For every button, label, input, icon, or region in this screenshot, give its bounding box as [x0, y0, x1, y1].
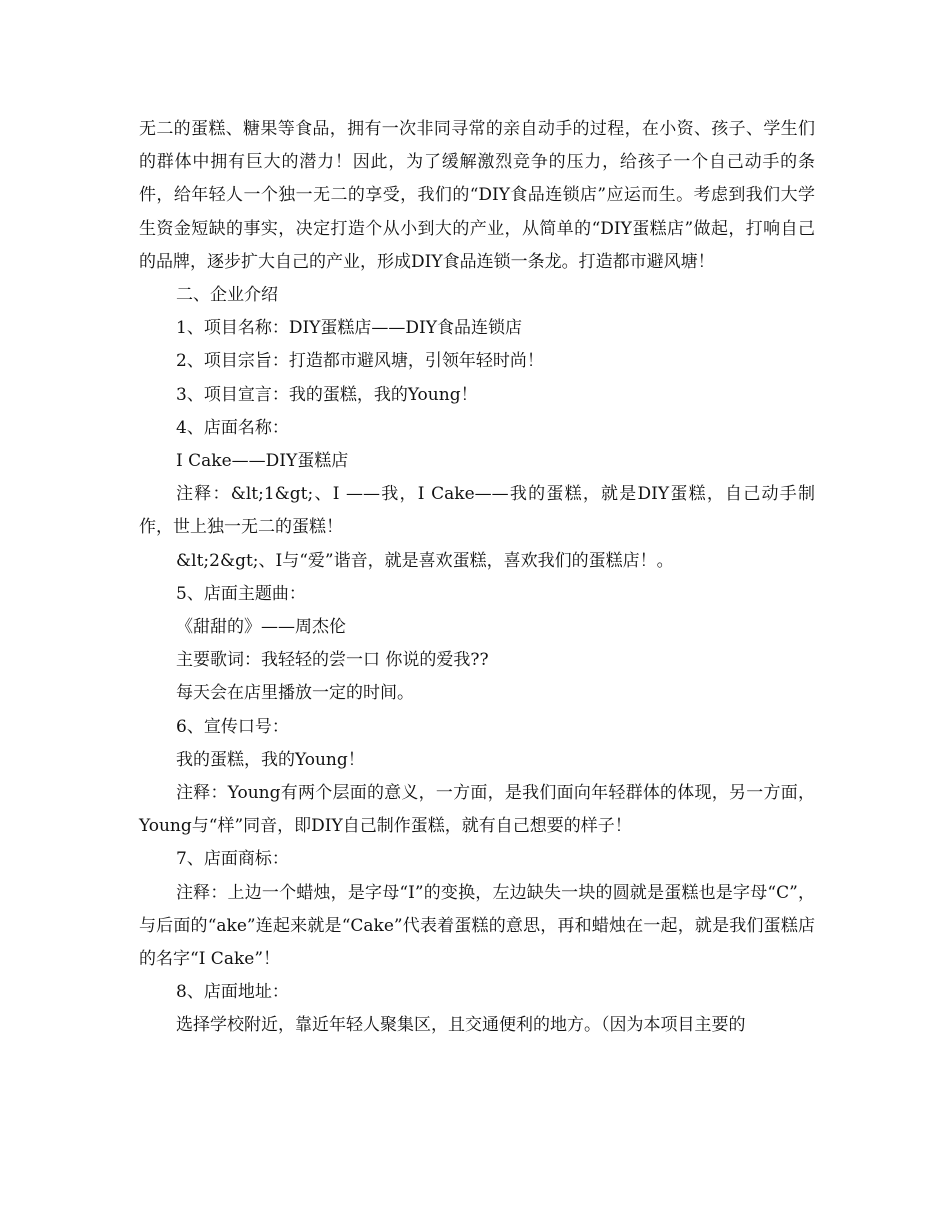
theme-song-lyrics: 主要歌词：我轻轻的尝一口 你说的爱我??	[176, 650, 489, 671]
note-store-name-1: 注释：&lt;1&gt;、I ——我，I Cake——我的蛋糕，就是DIY蛋糕，自己动手制作，世上独一无二的蛋糕！	[139, 484, 815, 538]
item-project-purpose: 2、项目宗旨：打造都市避风塘，引领年轻时尚！	[176, 351, 544, 372]
slogan-text: 我的蛋糕，我的Young！	[176, 749, 365, 770]
item-project-slogan: 3、项目宣言：我的蛋糕，我的Young！	[176, 384, 478, 405]
theme-song-note: 每天会在店里播放一定的时间。	[176, 683, 414, 704]
theme-song-title: 《甜甜的》——周杰伦	[176, 617, 346, 638]
item-slogan-heading: 6、宣传口号：	[176, 716, 289, 737]
document-body	[139, 113, 815, 1043]
item-address-heading: 8、店面地址：	[176, 982, 289, 1003]
paragraph-intro: 无二的蛋糕、糖果等食品，拥有一次非同寻常的亲自动手的过程，在小资、孩子、学生们的群体中拥有巨大的潜力！因此，为了缓解激烈竞争的压力，给孩子一个自己动手的条件，给年轻人一个独一无二的享受，我们的“DIY食品连锁店”应运而生。考虑到我们大学生资金短缺的事实，决定打造个从小到大的产业，从简单的“DIY蛋糕店”做起，打响自己的品牌，逐步扩大自己的产业，形成DIY食品连锁一条龙。打造都市避风塘！	[139, 119, 815, 272]
address-text: 选择学校附近，靠近年轻人聚集区，且交通便利的地方。（因为本项目主要的	[176, 1015, 746, 1036]
section-heading-company-intro: 二、企业介绍	[176, 285, 278, 306]
item-trademark-heading: 7、店面商标：	[176, 849, 289, 870]
note-slogan: 注释：Young有两个层面的意义，一方面，是我们面向年轻群体的体现，另一方面，Young与“样”同音，即DIY自己制作蛋糕，就有自己想要的样子！	[139, 783, 815, 837]
note-trademark: 注释：上边一个蜡烛，是字母“I”的变换，左边缺失一块的圆就是蛋糕也是字母“C”，与后面的“ake”连起来就是“Cake”代表着蛋糕的意思，再和蜡烛在一起，就是我们蛋糕店的名字“I Cake”！	[139, 882, 815, 970]
item-store-name-heading: 4、店面名称：	[176, 417, 289, 438]
note-store-name-2: &lt;2&gt;、I与“爱”谐音，就是喜欢蛋糕，喜欢我们的蛋糕店！。	[176, 550, 674, 571]
item-theme-song-heading: 5、店面主题曲：	[176, 583, 306, 604]
store-name: I Cake——DIY蛋糕店	[176, 451, 349, 472]
item-project-name: 1、项目名称：DIY蛋糕店——DIY食品连锁店	[176, 318, 522, 339]
